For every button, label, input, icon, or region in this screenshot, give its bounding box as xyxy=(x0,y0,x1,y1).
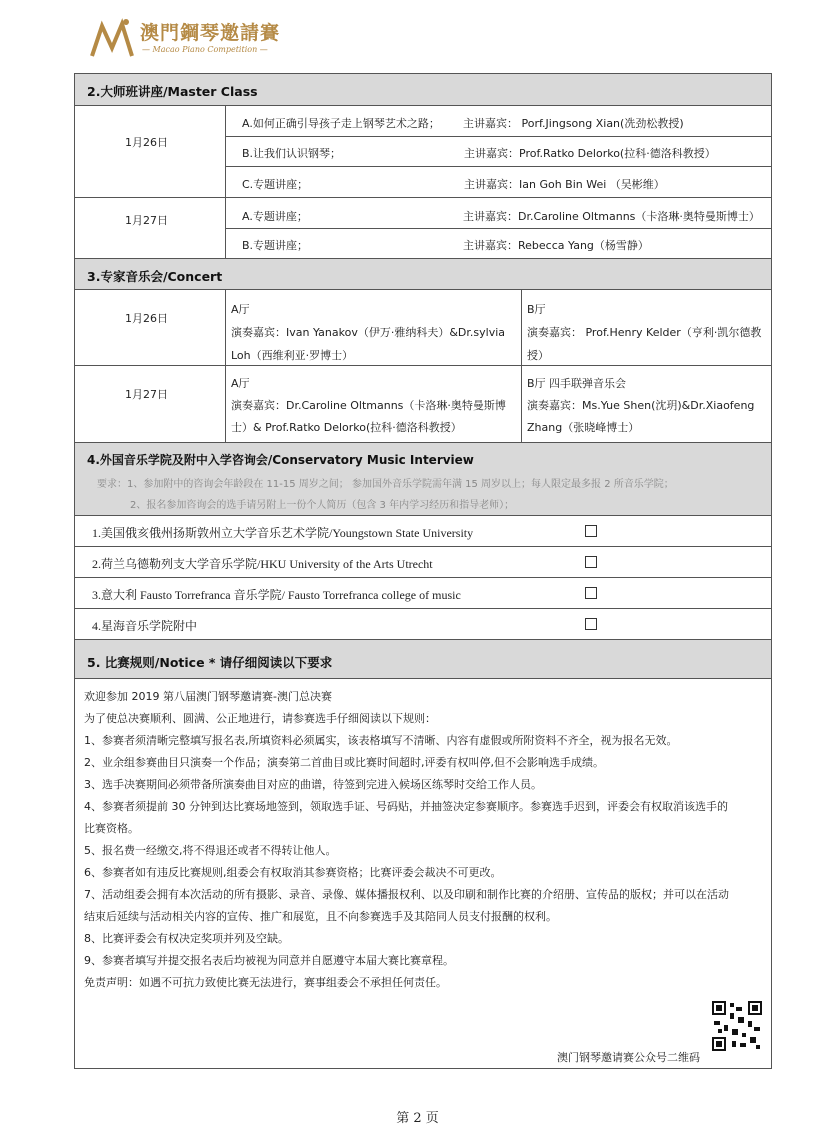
school-option: 1.美国俄亥俄州扬斯敦州立大学音乐艺术学院/Youngstown State University xyxy=(92,526,474,540)
mc-date-1: 1月26日 xyxy=(125,136,168,149)
concert-date-1: 1月26日 xyxy=(125,312,168,325)
logo-subtitle: — Macao Piano Competition — xyxy=(142,45,268,54)
concert-hall-b: B厅 四手联弹音乐会 演奏嘉宾：Ms.Yue Shen(沈玥)&Dr.Xiaofeng Zhang（张晓峰博士） xyxy=(527,377,755,434)
school-checkbox[interactable] xyxy=(585,525,597,537)
mc-topic: C.专题讲座； xyxy=(242,178,309,191)
qr-caption: 澳门钢琴邀请赛公众号二维码 xyxy=(557,1051,700,1064)
interview-requirement: 要求：1、参加附中的咨询会年龄段在 11-15 周岁之间； 参加国外音乐学院需年满 15 周岁以上；每人限定最多报 2 所音乐学院； xyxy=(97,479,674,490)
page-number: 第 2 页 xyxy=(396,1111,439,1126)
competition-logo xyxy=(88,14,288,64)
mc-speaker: 主讲嘉宾：Rebecca Yang（杨雪静） xyxy=(463,239,649,252)
section-notice-header xyxy=(75,639,771,679)
logo-name: 澳門鋼琴邀請賽 xyxy=(140,22,281,44)
concert-hall-a: A厅 演奏嘉宾：Dr.Caroline Oltmanns（卡洛琳·奥特曼斯博 士）& Prof.Ratko Delorko(拉科·德洛科教授） xyxy=(231,377,506,434)
mc-speaker: 主讲嘉宾：Prof.Ratko Delorko(拉科·德洛科教授） xyxy=(464,147,716,160)
school-checkbox[interactable] xyxy=(585,556,597,568)
mc-speaker: 主讲嘉宾：Ian Goh Bin Wei （吴彬维） xyxy=(464,178,665,191)
school-option: 3.意大利 Fausto Torrefranca 音乐学院/ Fausto Torrefranca college of music xyxy=(92,588,461,602)
section-title: 5. 比赛规则/Notice * 请仔细阅读以下要求 xyxy=(87,655,333,670)
section-title: 4.外国音乐学院及附中入学咨询会/Conservatory Music Interview xyxy=(87,453,474,467)
mc-speaker: 主讲嘉宾：Dr.Caroline Oltmanns（卡洛琳·奥特曼斯博士） xyxy=(463,210,760,223)
section-title: 2.大师班讲座/Master Class xyxy=(87,84,258,99)
school-option: 2.荷兰乌德勒列支大学音乐学院/HKU University of the Arts Utrecht xyxy=(92,557,433,571)
section-concert-header xyxy=(75,258,771,290)
mc-speaker: 主讲嘉宾： Porf.Jingsong Xian(冼劲松教授) xyxy=(463,117,684,130)
concert-hall-b: B厅 演奏嘉宾： Prof.Henry Kelder（亨利·凯尔德教 授） xyxy=(527,303,762,362)
form-frame xyxy=(74,73,772,1069)
section-master-class-header xyxy=(75,74,771,106)
school-option: 4.星海音乐学院附中 xyxy=(92,619,198,633)
mc-topic: B.专题讲座； xyxy=(242,239,309,252)
section-title: 3.专家音乐会/Concert xyxy=(87,269,223,284)
notice-rules: 欢迎参加 2019 第八届澳门钢琴邀请赛-澳门总决赛 为了使总决赛顺利、圆满、公正地进行，请参赛选手仔细阅读以下规则： 1、参赛者须清晰完整填写报名表,所填资料必须属实，该表格填写不清晰、内容有虚假或所附资料不齐全，视为报名无效。 2、业余组参赛曲目只演奏一个作品；演奏第二首曲目或比赛时间超时,评委有权叫停,但不会影响选手成绩。 3、选手决赛期间必须带备所演奏曲目对应的曲谱，待签到完进入候场区练琴时交给工作人员。 4、参赛者须提前 30 分钟到达比赛场地签到，领取选手证、号码贴，并抽签决定参赛顺序。参赛选手迟到，评委会有权取消该选手的 比赛资格。 5、报名费一经缴交,将不得退还或者不得转让他人。 6、参赛者如有违反比赛规则,组委会有权取消其参赛资格；比赛评委会裁决不可更改。 7、活动组委会拥有本次活动的所有摄影、录音、录像、媒体播报权利、以及印刷和制作比赛的介绍册、宣传品的版权；并可以在活动 结束后延续与活动相关内容的宣传、推广和展览，且不向参赛选手及其陪同人员支付报酬的权利。 8、比赛评委会有权决定奖项并列及空缺。 9、参赛者填写并提交报名表后均被视为同意并自愿遵守本届大赛比赛章程。 免责声明：如遇不可抗力致使比赛无法进行，赛事组委会不承担任何责任。 xyxy=(84,690,729,989)
interview-requirement: 2、报名参加咨询会的选手请另附上一份个人简历（包含 3 年内学习经历和指导老师）； xyxy=(130,500,515,511)
section-interview-header xyxy=(75,442,771,516)
logo-m-icon xyxy=(88,14,138,64)
concert-date-2: 1月27日 xyxy=(125,388,168,401)
mc-topic: A.专题讲座； xyxy=(242,210,308,223)
mc-topic: A.如何正确引导孩子走上钢琴艺术之路； xyxy=(242,117,440,130)
school-checkbox[interactable] xyxy=(585,587,597,599)
concert-hall-a: A厅 演奏嘉宾：Ivan Yanakov（伊万·雅纳科夫）&Dr.sylvia Loh（西维利亚·罗博士） xyxy=(231,303,505,362)
school-checkbox[interactable] xyxy=(585,618,597,630)
mc-topic: B.让我们认识钢琴； xyxy=(242,147,342,160)
qr-code-icon xyxy=(712,1001,762,1051)
mc-date-2: 1月27日 xyxy=(125,214,168,227)
